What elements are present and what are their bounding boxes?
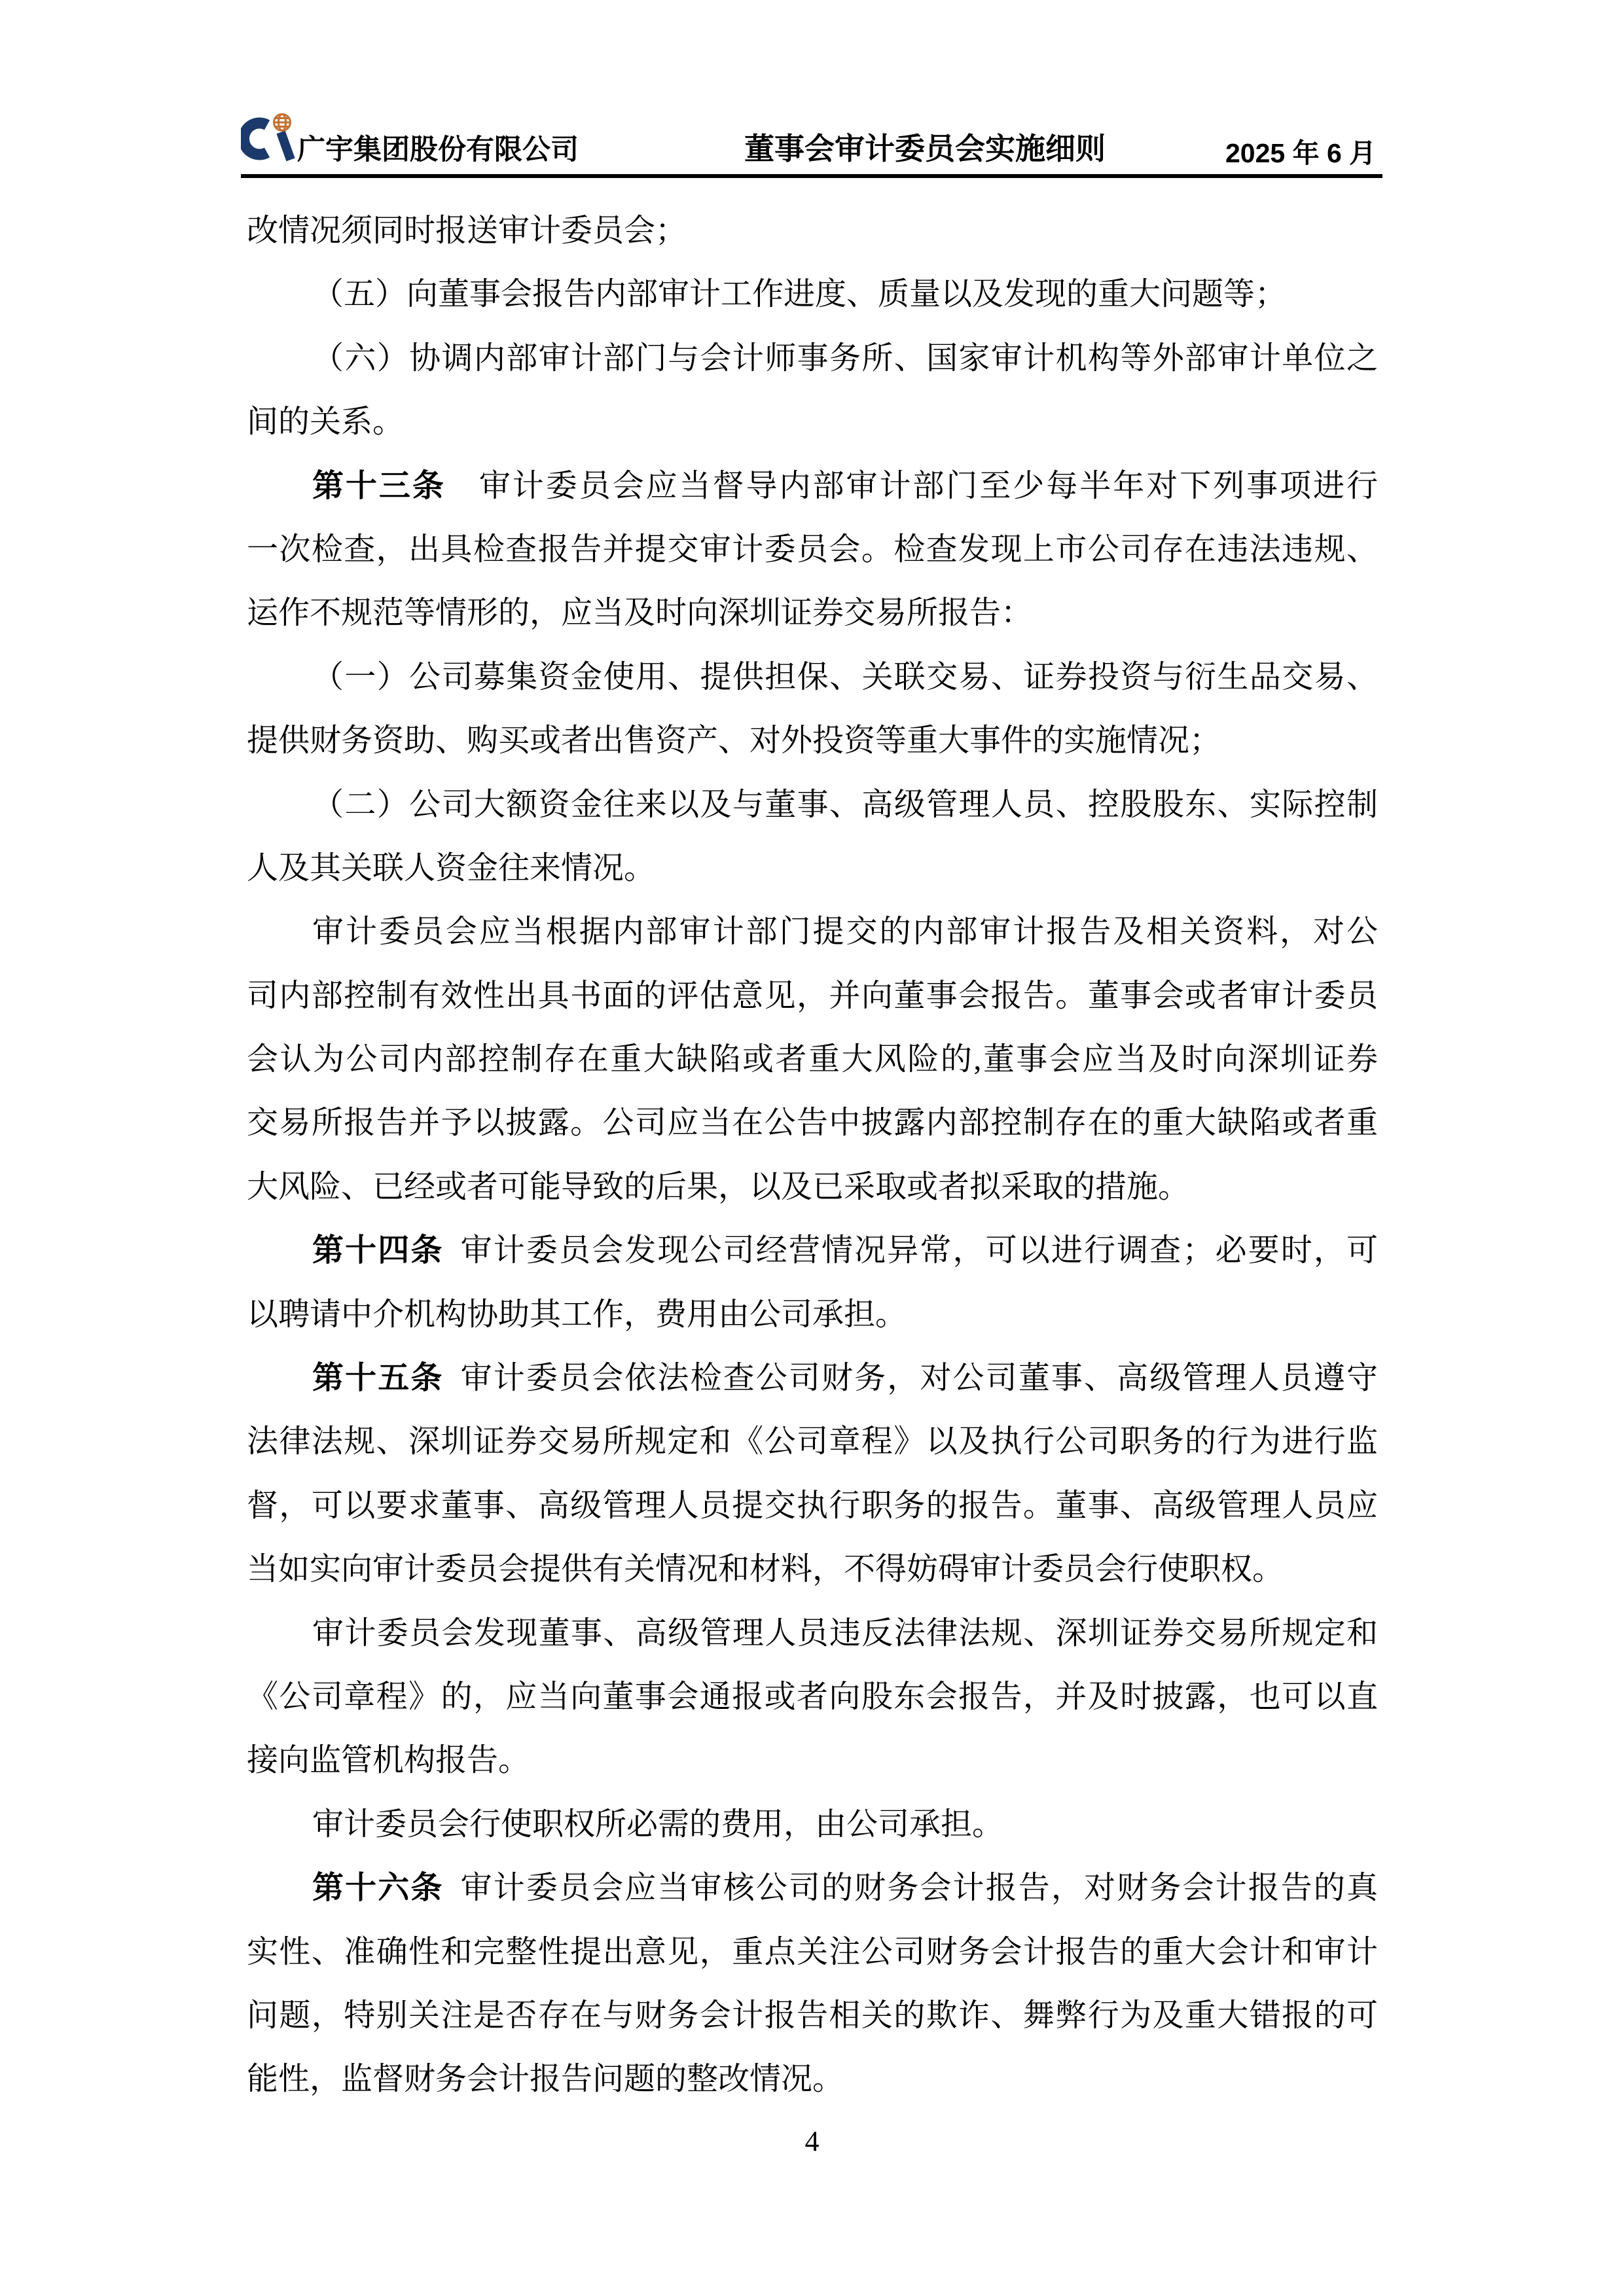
line-text: 督，可以要求董事、高级管理人员提交执行职务的报告。董事、高级管理人员应 — [247, 1488, 1378, 1523]
line-text: 以聘请中介机构协助其工作，费用由公司承担。 — [247, 1297, 907, 1332]
text-line — [247, 1155, 1378, 1219]
line-text: 交易所报告并予以披露。公司应当在公告中披露内部控制存在的重大缺陷或者重 — [247, 1105, 1378, 1141]
article-number: 第十五条 — [312, 1361, 444, 1396]
line-text: 问题，特别关注是否存在与财务会计报告相关的欺诈、舞弊行为及重大错报的可 — [247, 1998, 1378, 2033]
line-text: 提供财务资助、购买或者出售资产、对外投资等重大事件的实施情况； — [247, 723, 1221, 759]
text-line — [247, 1537, 1378, 1601]
document-body — [247, 199, 1378, 2111]
article-number: 第十四条 — [312, 1233, 444, 1268]
line-text: 改情况须同时报送审计委员会； — [247, 213, 687, 248]
text-line — [247, 645, 1378, 709]
line-text: （六）协调内部审计部门与会计师事务所、国家审计机构等外部审计单位之 — [312, 340, 1378, 376]
line-text: （二）公司大额资金往来以及与董事、高级管理人员、控股股东、实际控制 — [312, 787, 1378, 822]
line-text: 审计委员会应当督导内部审计部门至少每半年对下列事项进行 — [445, 468, 1378, 503]
text-line — [247, 262, 1378, 326]
page-number: 4 — [804, 2125, 820, 2157]
line-text: 《公司章程》的，应当向董事会通报或者向股东会报告，并及时披露，也可以直 — [247, 1679, 1378, 1714]
line-text: 审计委员会发现董事、高级管理人员违反法律法规、深圳证券交易所规定和 — [312, 1615, 1378, 1651]
line-text: 实性、准确性和完整性提出意见，重点关注公司财务会计报告的重大会计和审计 — [247, 1934, 1378, 1969]
article-number: 第十六条 — [312, 1871, 444, 1906]
text-line — [247, 518, 1378, 581]
line-text: 审计委员会应当审核公司的财务会计报告，对财务会计报告的真 — [443, 1871, 1378, 1906]
line-text: 会认为公司内部控制存在重大缺陷或者重大风险的,董事会应当及时向深圳证券 — [247, 1042, 1378, 1077]
line-text: 审计委员会发现公司经营情况异常，可以进行调查；必要时，可 — [443, 1233, 1378, 1268]
globe-icon — [274, 115, 291, 131]
text-line — [247, 1474, 1378, 1537]
header-date: 2025 年 6 月 — [1225, 138, 1377, 168]
text-line — [247, 1665, 1378, 1729]
text-line — [247, 1028, 1378, 1091]
text-line — [247, 1346, 1378, 1410]
text-line — [247, 900, 1378, 963]
line-text: 当如实向审计委员会提供有关情况和材料，不得妨碍审计委员会行使职权。 — [247, 1552, 1284, 1587]
line-text: 审计委员会应当根据内部审计部门提交的内部审计报告及相关资料，对公 — [312, 914, 1378, 950]
text-line — [247, 1602, 1378, 1665]
line-text: 法律法规、深圳证券交易所规定和《公司章程》以及执行公司职务的行为进行监 — [247, 1424, 1378, 1460]
line-text: 接向监管机构报告。 — [247, 1743, 530, 1778]
line-text: 司内部控制有效性出具书面的评估意见，并向董事会报告。董事会或者审计委员 — [247, 978, 1378, 1013]
text-line — [247, 773, 1378, 836]
text-line — [247, 2047, 1378, 2111]
header-rule — [241, 174, 1382, 178]
text-line — [247, 1856, 1378, 1920]
company-logo-icon — [241, 113, 296, 166]
line-text: 大风险、已经或者可能导致的后果，以及已采取或者拟采取的措施。 — [247, 1169, 1190, 1204]
line-text: 一次检查，出具检查报告并提交审计委员会。检查发现上市公司存在违法违规、 — [247, 531, 1378, 567]
text-line — [247, 964, 1378, 1028]
line-text: 人及其关联人资金往来情况。 — [247, 850, 656, 886]
line-text: 运作不规范等情形的，应当及时向深圳证券交易所报告： — [247, 596, 1033, 631]
text-line — [247, 1920, 1378, 1984]
text-line — [247, 327, 1378, 390]
text-line — [247, 1219, 1378, 1282]
text-line — [247, 836, 1378, 900]
line-text: 审计委员会行使职权所必需的费用，由公司承担。 — [312, 1806, 1004, 1842]
text-line — [247, 1729, 1378, 1792]
article-number: 第十三条 — [312, 468, 446, 503]
text-line — [247, 454, 1378, 518]
text-line — [247, 709, 1378, 772]
text-line — [247, 1283, 1378, 1346]
text-line — [247, 1793, 1378, 1856]
document-title: 董事会审计委员会实施细则 — [744, 132, 1106, 166]
text-line — [247, 1091, 1378, 1155]
text-line — [247, 390, 1378, 454]
text-line — [247, 1984, 1378, 2047]
line-text: 审计委员会依法检查公司财务，对公司董事、高级管理人员遵守 — [443, 1361, 1378, 1396]
line-text: 间的关系。 — [247, 404, 405, 440]
line-text: （五）向董事会报告内部审计工作进度、质量以及发现的重大问题等； — [312, 277, 1287, 312]
text-line — [247, 1410, 1378, 1473]
line-text: （一）公司募集资金使用、提供担保、关联交易、证券投资与衍生品交易、 — [312, 659, 1378, 694]
text-line — [247, 581, 1378, 645]
text-line — [247, 199, 1378, 262]
company-name: 广宇集团股份有限公司 — [297, 134, 579, 166]
line-text: 能性，监督财务会计报告问题的整改情况。 — [247, 2062, 844, 2097]
